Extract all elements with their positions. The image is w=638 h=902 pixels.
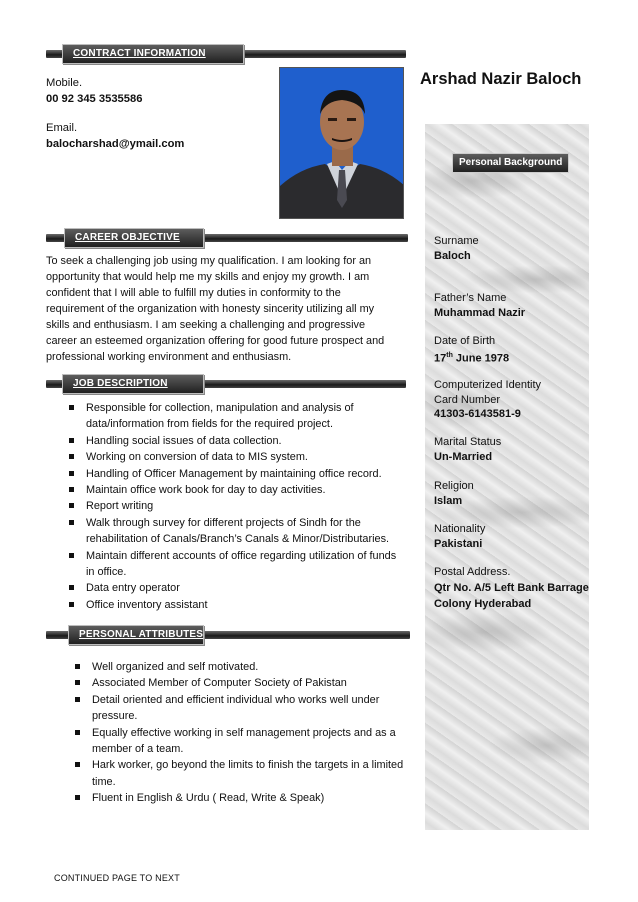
contract-section-header xyxy=(46,44,406,64)
surname-value: Baloch xyxy=(434,249,471,262)
cnic-label-line1: Computerized Identity xyxy=(434,379,541,391)
marital-status-label: Marital Status xyxy=(434,436,502,448)
job-description-list xyxy=(66,400,398,613)
contact-block xyxy=(46,76,184,152)
profile-photo xyxy=(279,67,404,219)
job-section-header xyxy=(46,374,406,394)
nationality-field xyxy=(434,522,485,551)
list-item: Office inventory assistant xyxy=(66,597,398,613)
list-item: Maintain office work book for day to day activities. xyxy=(66,482,398,498)
father-name-value: Muhammad Nazir xyxy=(434,306,526,319)
marital-status-value: Un-Married xyxy=(434,450,493,463)
list-item: Handling of Officer Management by maintaining office record. xyxy=(66,466,398,482)
objective-section-header xyxy=(46,228,408,248)
postal-address-line2: Colony Hyderabad xyxy=(434,598,532,610)
list-item: Walk through survey for different projects of Sindh for the rehabilitation of Canals/Branch’s Canals & Minor/Distributaries. xyxy=(66,515,398,548)
email-label: Email. xyxy=(46,122,78,134)
list-item: Hark worker, go beyond the limits to finish the targets in a limited time. xyxy=(72,757,406,790)
job-section-title: JOB DESCRIPTION xyxy=(62,374,204,394)
list-item: Equally effective working in self management projects and as a member of a team. xyxy=(72,725,406,758)
cnic-label-line2: Card Number xyxy=(434,393,501,406)
father-name-field xyxy=(434,291,525,320)
list-item: Associated Member of Computer Society of Pakistan xyxy=(72,675,406,691)
religion-value: Islam xyxy=(434,494,463,507)
candidate-name: Arshad Nazir Baloch xyxy=(420,70,582,88)
list-item: Fluent in English & Urdu ( Read, Write & Speak) xyxy=(72,790,406,806)
career-objective-text: To seek a challenging job using my qualification. I am looking for an opportunity that would help me my skills and enjoy my growth. I am confident that I will able to fulfill my duties in conformity to the requirement of the organization with honesty sincerity utilizing all my skills and enthusiasm. I am seeking a challenging and progressive career an esteemed organization offering for good future prospect and professional working environment and enthusiasm. xyxy=(46,255,385,363)
dob-field xyxy=(434,334,509,366)
list-item: Maintain different accounts of office regarding utilization of funds in office. xyxy=(66,548,398,581)
religion-field xyxy=(434,479,474,508)
postal-address-line1: Qtr No. A/5 Left Bank Barrage xyxy=(434,581,589,594)
postal-address-field xyxy=(434,565,589,613)
email-value: balocharshad@ymail.com xyxy=(46,137,185,150)
personal-attributes-list xyxy=(72,659,406,807)
continued-footer: CONTINUED PAGE TO NEXT xyxy=(54,873,180,883)
dob-label: Date of Birth xyxy=(434,335,496,347)
personal-section-header xyxy=(46,625,410,645)
marital-status-field xyxy=(434,435,501,464)
nationality-value: Pakistani xyxy=(434,537,483,550)
postal-address-label: Postal Address. xyxy=(434,566,511,578)
personal-section-title: PERSONAL ATTRIBUTES xyxy=(68,625,204,645)
marble-sidebar xyxy=(425,124,589,830)
portrait-illustration xyxy=(280,68,404,219)
mobile-value: 00 92 345 3535586 xyxy=(46,92,143,105)
contract-section-title: CONTRACT INFORMATION xyxy=(62,44,244,64)
list-item: Report writing xyxy=(66,498,398,514)
objective-section-title: CAREER OBJECTIVE xyxy=(64,228,204,248)
list-item: Data entry operator xyxy=(66,580,398,596)
surname-label: Surname xyxy=(434,235,479,247)
list-item: Responsible for collection, manipulation and analysis of data/information from fields for the required project. xyxy=(66,400,398,433)
list-item: Handling social issues of data collection. xyxy=(66,433,398,449)
list-item: Detail oriented and efficient individual who works well under pressure. xyxy=(72,692,406,725)
surname-field xyxy=(434,234,479,263)
cnic-field xyxy=(434,378,541,422)
personal-background-title: Personal Background xyxy=(452,153,569,173)
mobile-label: Mobile. xyxy=(46,77,83,89)
list-item: Well organized and self motivated. xyxy=(72,659,406,675)
cnic-value: 41303-6143581-9 xyxy=(434,408,521,420)
dob-value: 17th June 1978 xyxy=(434,351,510,365)
nationality-label: Nationality xyxy=(434,523,486,535)
list-item: Working on conversion of data to MIS system. xyxy=(66,449,398,465)
religion-label: Religion xyxy=(434,480,474,492)
father-name-label: Father’s Name xyxy=(434,292,507,304)
